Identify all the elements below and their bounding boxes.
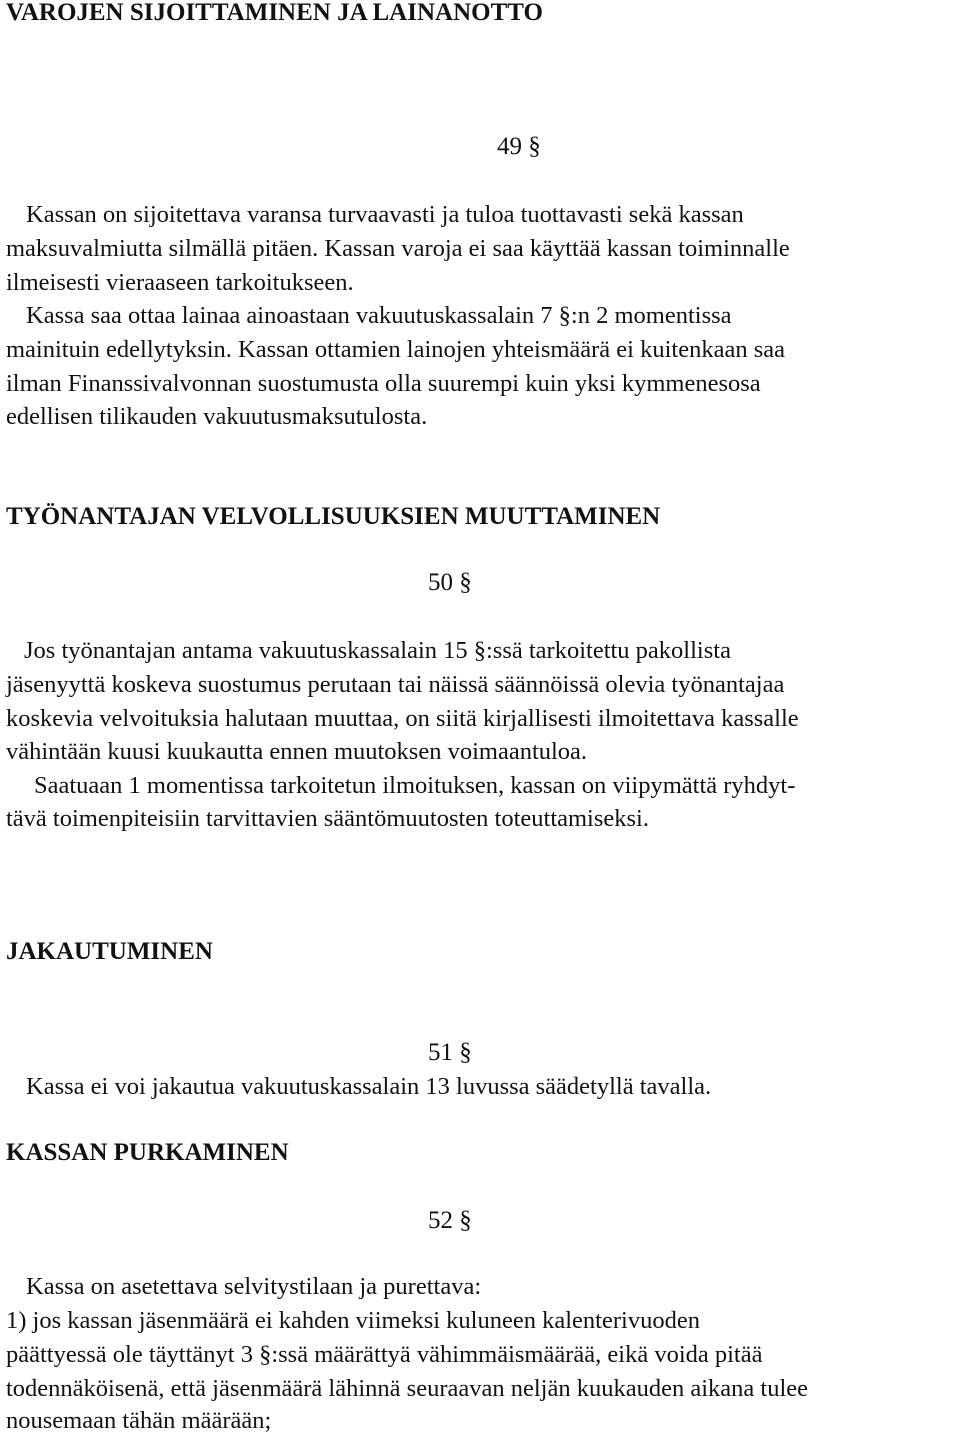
section-number-49: 49 § (497, 133, 541, 160)
heading-jakautuminen: JAKAUTUMINEN (6, 938, 213, 965)
paragraph-line: edellisen tilikauden vakuutusmaksutulosta. (6, 403, 428, 430)
paragraph-line: ilman Finanssivalvonnan suostumusta olla suurempi kuin yksi kymmenesosa (6, 370, 761, 397)
list-item: 1) jos kassan jäsenmäärä ei kahden viimeksi kuluneen kalenterivuoden (6, 1307, 700, 1334)
paragraph-line: jäsenyyttä koskeva suostumus perutaan tai näissä säännöissä olevia työnantajaa (6, 671, 785, 698)
paragraph-line: mainituin edellytyksin. Kassan ottamien lainojen yhteismäärä ei kuitenkaan saa (6, 336, 786, 363)
heading-kassan-purkaminen: KASSAN PURKAMINEN (6, 1139, 289, 1166)
paragraph-line: Kassa ei voi jakautua vakuutuskassalain 13 luvussa säädetyllä tavalla. (26, 1073, 712, 1100)
section-number-51: 51 § (428, 1039, 472, 1066)
paragraph-line: Kassan on sijoitettava varansa turvaavasti ja tuloa tuottavasti sekä kassan (26, 201, 744, 228)
paragraph-line: Kassa saa ottaa lainaa ainoastaan vakuutuskassalain 7 §:n 2 momentissa (26, 302, 732, 329)
paragraph-line: vähintään kuusi kuukautta ennen muutoksen voimaantuloa. (6, 738, 588, 765)
paragraph-line: maksuvalmiutta silmällä pitäen. Kassan varoja ei saa käyttää kassan toiminnalle (6, 235, 790, 262)
paragraph-line: Jos työnantajan antama vakuutuskassalain 15 §:ssä tarkoitettu pakollista (24, 637, 731, 664)
paragraph-line: Kassa on asetettava selvitystilaan ja purettava: (26, 1273, 482, 1300)
paragraph-line: nousemaan tähän määrään; (6, 1407, 272, 1434)
section-number-50: 50 § (428, 569, 472, 596)
paragraph-line: koskevia velvoituksia halutaan muuttaa, on siitä kirjallisesti ilmoitettava kassalle (6, 705, 799, 732)
paragraph-line: Saatuaan 1 momentissa tarkoitetun ilmoituksen, kassan on viipymättä ryhdyt- (34, 772, 796, 799)
paragraph-line: tävä toimenpiteisiin tarvittavien sääntömuutosten toteuttamiseksi. (6, 805, 649, 832)
heading-sijoittaminen: VAROJEN SIJOITTAMINEN JA LAINANOTTO (6, 0, 543, 26)
heading-tyonantajan-velvollisuudet: TYÖNANTAJAN VELVOLLISUUKSIEN MUUTTAMINEN (6, 503, 661, 530)
paragraph-line: päättyessä ole täyttänyt 3 §:ssä määrättyä vähimmäismäärää, eikä voida pitää (6, 1341, 763, 1368)
paragraph-line: todennäköisenä, että jäsenmäärä lähinnä seuraavan neljän kuukauden aikana tulee (6, 1375, 809, 1402)
paragraph-line: ilmeisesti vieraaseen tarkoitukseen. (6, 269, 354, 296)
section-number-52: 52 § (428, 1207, 472, 1234)
